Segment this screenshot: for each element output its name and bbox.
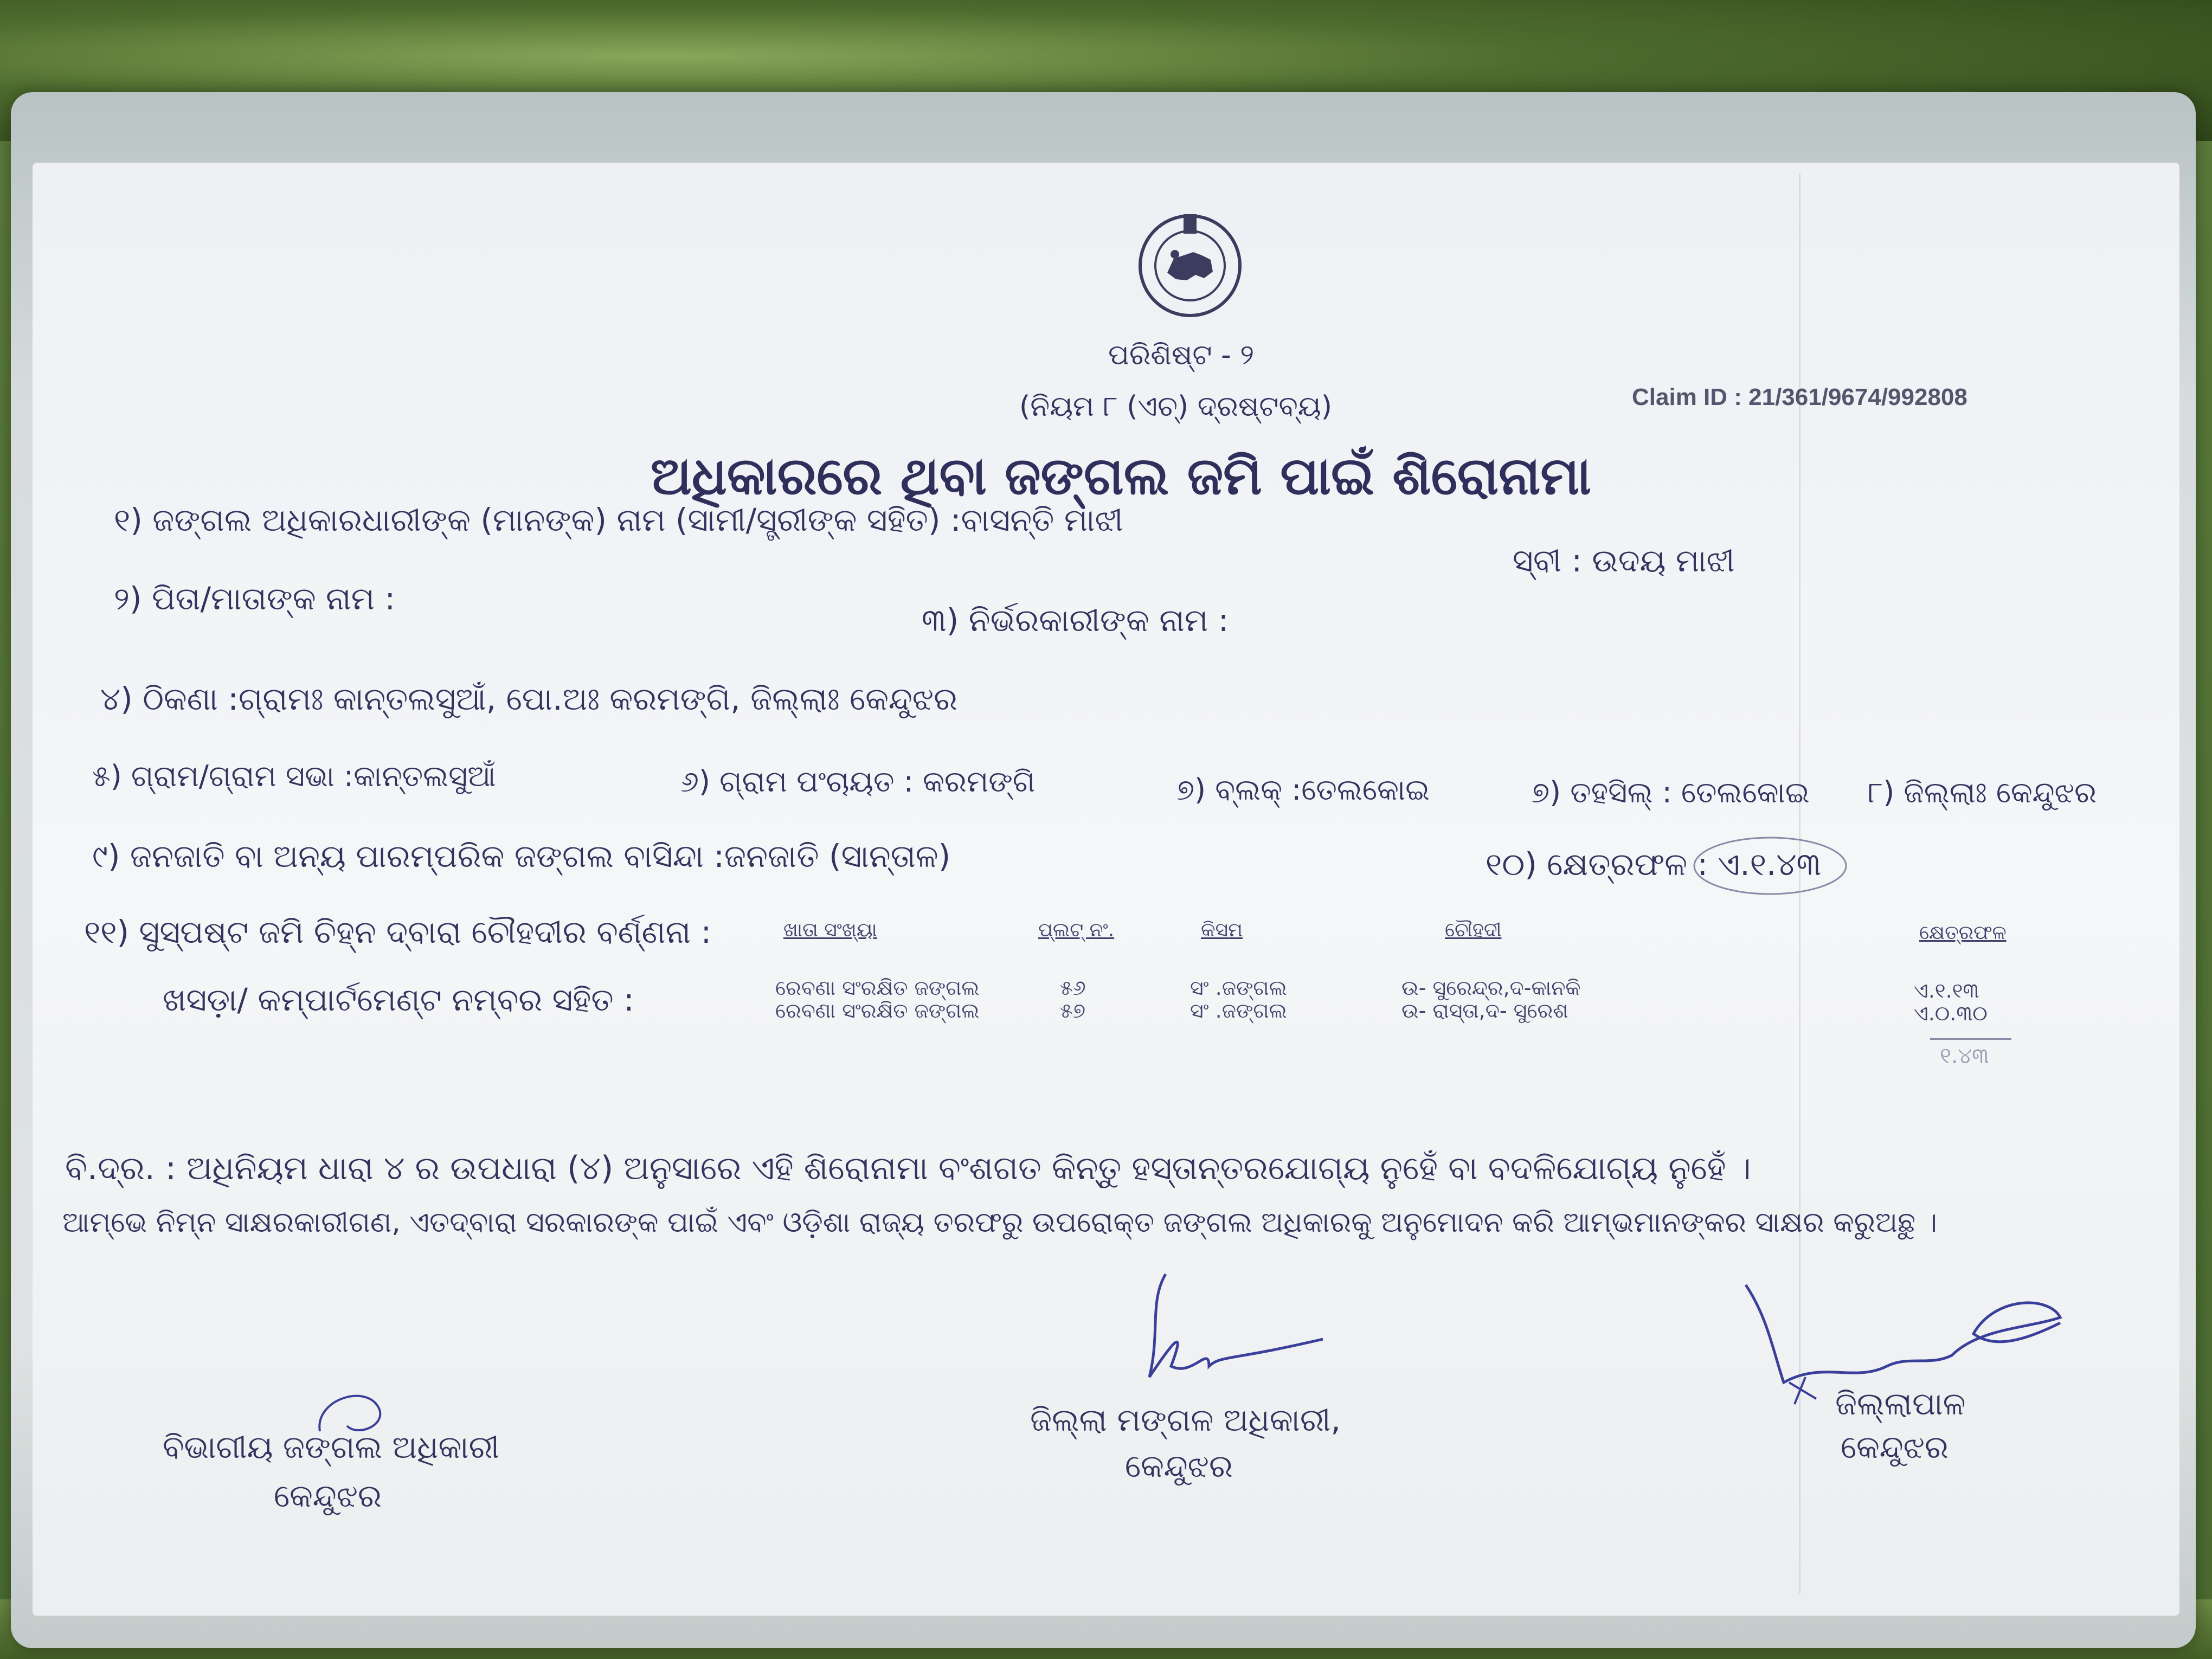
table-cell-plot-1: ୫୬ [1060, 976, 1086, 1000]
table-cell-chauhadi-1: ଉ- ସୁରେନ୍ଦ୍ର,ଦ-କାନକି [1401, 976, 1581, 1000]
table-cell-plot-2: ୫୭ [1060, 999, 1085, 1023]
table-cell-kisam-2: ସଂ .ଜଙ୍ଗଲ [1190, 999, 1287, 1023]
field-district: ୮) ଜିଲ୍ଲାଃ କେନ୍ଦୁଝର [1868, 775, 2097, 809]
field-compartment-number: ଖସଡ଼ା/ କମ୍ପାର୍ଟମେଣ୍ଟ ନମ୍ବର ସହିତ : [163, 981, 634, 1018]
table-header-plot: ପ୍ଲଟ୍ ନଂ. [1038, 919, 1115, 941]
table-cell-area-1: ଏ.୧.୧୩ [1914, 979, 1979, 1002]
handwritten-circle-mark [1689, 832, 1851, 903]
table-cell-chauhadi-2: ଉ- ରାସ୍ତା,ଦ- ସୁରେଶ [1401, 999, 1568, 1023]
claim-id: Claim ID : 21/361/9674/992808 [1632, 384, 1967, 410]
field-spouse-name: ସ୍ବୀ : ଉଦୟ ମାଝୀ [1513, 542, 1735, 579]
signatory-district-welfare-officer: ଜିଲ୍ଲା ମଙ୍ଗଳ ଅଧିକାରୀ, [1030, 1401, 1341, 1438]
document-title: ଅଧିକାରରେ ଥିବା ଜଙ୍ଗଲ ଜମି ପାଇଁ ଶିରୋନାମା [651, 446, 1591, 506]
note-heritable: ବି.ଦ୍ର. : ଅଧିନିୟମ ଧାରା ୪ ର ଉପଧାରା (୪) ଅନୁସାରେ ଏହି ଶିରୋନାମା ବଂଶଗତ କିନ୍ତୁ ହସ୍ତାନ୍ତରଯୋଗ୍ୟ ନୁହେଁ ବା ବଦଳିଯୋଗ୍ୟ ନୁହେଁ । [65, 1149, 1751, 1187]
field-dependents-name: ୩) ନିର୍ଭରକାରୀଙ୍କ ନାମ : [922, 602, 1229, 639]
field-tahasil: ୭) ତହସିଲ୍ : ତେଲକୋଇ [1532, 775, 1810, 809]
signature-welfare-officer [1128, 1258, 1334, 1420]
note-approval: ଆମ୍ଭେ ନିମ୍ନ ସାକ୍ଷରକାରୀଗଣ, ଏତଦ୍ବାରା ସରକାରଙ୍କ ପାଇଁ ଏବଂ ଓଡ଼ିଶା ରାଜ୍ୟ ତରଫରୁ ଉପରୋକ୍ତ ଜଙ୍ଗଲ ଅଧିକାରକୁ ଅନୁମୋଦନ କରି ଆମ୍ଭମାନଙ୍କର ସାକ୍ଷର କରୁଅଛୁ । [62, 1206, 1937, 1239]
table-cell-kisam-1: ସଂ .ଜଙ୍ଗଲ [1190, 976, 1287, 1000]
table-header-khata: ଖାତା ସଂଖ୍ୟା [783, 919, 877, 941]
rule-reference: (ନିୟମ ୮ (ଏଚ୍) ଦ୍ରଷ୍ଟବ୍ୟ) [1019, 390, 1333, 423]
field-tribe: ୯) ଜନଜାତି ବା ଅନ୍ୟ ପାରମ୍ପରିକ ଜଙ୍ଗଲ ବାସିନ୍ଦା :ଜନଜାତି (ସାନ୍ତାଳ) [92, 838, 951, 874]
signatory-district-welfare-place: କେନ୍ଦୁଝର [1125, 1448, 1233, 1484]
table-cell-area-2: ଏ.୦.୩୦ [1914, 1001, 1988, 1025]
field-gram-sabha: ୫) ଗ୍ରାମ/ଗ୍ରାମ ସଭା :କାନ୍ତଲସୁଆଁ [92, 759, 496, 793]
table-cell-khata-1: ରେବଣା ସଂରକ୍ଷିତ ଜଙ୍ଗଲ [775, 976, 980, 1000]
signatory-divisional-forest-place: କେନ୍ଦୁଝର [274, 1477, 382, 1514]
field-address: ୪) ଠିକଣା :ଗ୍ରାମଃ କାନ୍ତଲସୁଆଁ, ପୋ.ଅଃ କରମଙ୍ଗି, ଜିଲ୍ଲାଃ କେନ୍ଦୁଝର [100, 680, 958, 717]
odisha-emblem-icon [1120, 209, 1261, 323]
table-header-kisam: କିସମ [1201, 919, 1243, 941]
field-parent-name: ୨) ପିତା/ମାତାଙ୍କ ନାମ : [114, 580, 396, 617]
table-cell-khata-2: ରେବଣା ସଂରକ୍ଷିତ ଜଙ୍ଗଲ [775, 999, 980, 1023]
signatory-collector-place: କେନ୍ଦୁଝର [1841, 1429, 1949, 1465]
annexure-label: ପରିଶିଷ୍ଟ - ୨ [1108, 339, 1255, 371]
signatory-divisional-forest-officer: ବିଭାଗୀୟ ଜଙ୍ଗଲ ଅଧିକାରୀ [163, 1429, 500, 1465]
handwritten-total-line [1930, 1038, 2011, 1040]
table-header-chauhadi: ଚୌହଦୀ [1445, 919, 1502, 941]
table-header-area: କ୍ଷେତ୍ରଫଳ [1919, 922, 2007, 944]
field-gram-panchayat: ୬) ଗ୍ରାମ ପଂଚାୟତ : କରମଙ୍ଗି [680, 764, 1036, 799]
signatory-collector: ଜିଲ୍ଲାପାଳ [1835, 1385, 1966, 1422]
field-boundary-description: ୧୧) ସୁସ୍ପଷ୍ଟ ଜମି ଚିହ୍ନ ଦ୍ବାରା ଚୌହଦୀର ବର୍ଣ୍ଣନା : [84, 914, 712, 950]
field-holder-name: ୧) ଜଙ୍ଗଲ ଅଧିକାରଧାରୀଙ୍କ (ମାନଙ୍କ) ନାମ (ସାମୀ/ସ୍ତ୍ରୀଙ୍କ ସହିତ) :ବାସନ୍ତି ମାଝୀ [114, 501, 1123, 538]
handwritten-total: ୧.୪୩ [1940, 1044, 1989, 1069]
field-area: ୧୦) କ୍ଷେତ୍ରଫଳ : ଏ.୧.୪୩ [1486, 846, 1822, 883]
field-block: ୭) ବ୍ଲକ୍ :ତେଲକୋଇ [1176, 773, 1430, 807]
